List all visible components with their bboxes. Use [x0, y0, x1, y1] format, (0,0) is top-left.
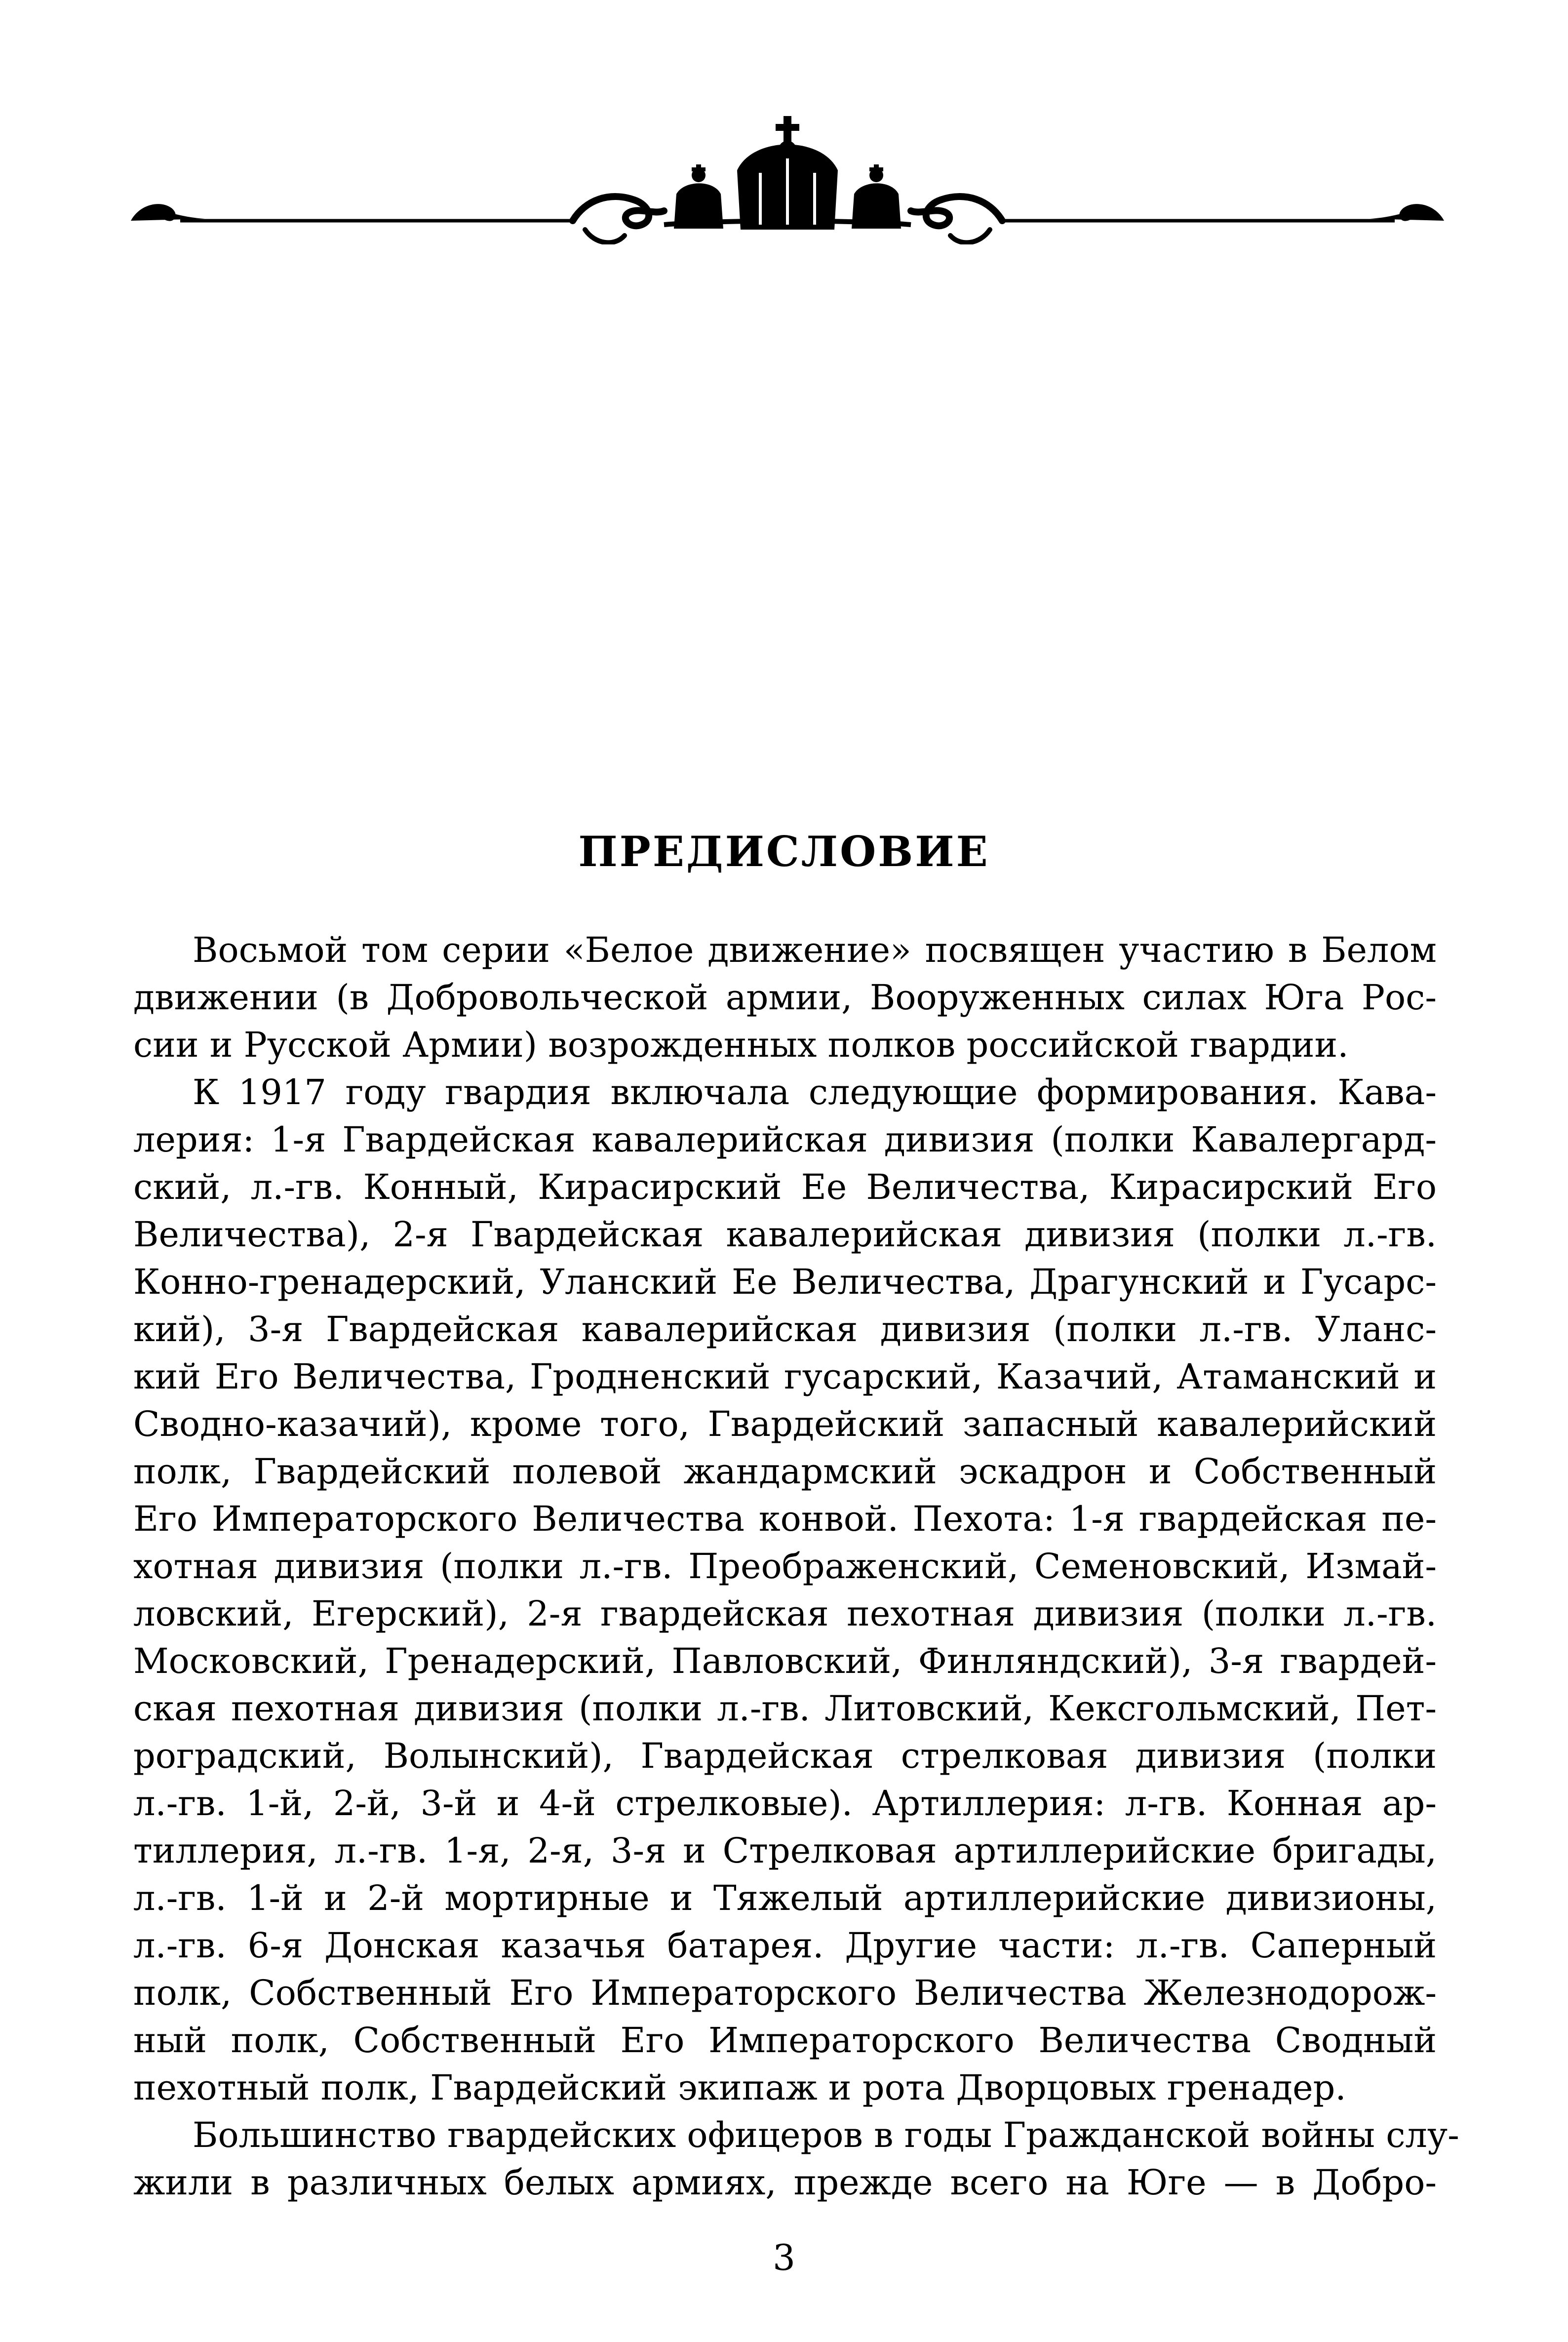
text-line: Восьмой том серии «Белое движение» посвящен участию в Белом — [193, 930, 1437, 970]
text-line: ловский, Егерский), 2-я гвардейская пехотная дивизия (полки л.-гв. — [133, 1593, 1437, 1634]
ornament-header — [126, 106, 1449, 244]
text-line: Величества), 2-я Гвардейская кавалерийская дивизия (полки л.-гв. — [133, 1214, 1437, 1255]
paragraph — [133, 2111, 1459, 2206]
text-line: л.-гв. 6-я Донская казачья батарея. Другие части: л.-гв. Саперный — [133, 1925, 1437, 1966]
text-line: Большинство гвардейских офицеров в годы Гражданской войны слу- — [193, 2115, 1459, 2155]
ribbon-right — [911, 197, 1002, 226]
text-line: Московский, Гренадерский, Павловский, Финляндский), 3-я гвардей- — [133, 1641, 1437, 1681]
page-title: ПРЕДИСЛОВИЕ — [578, 827, 990, 876]
text-line: сии и Русской Армии) возрожденных полков российской гвардии. — [133, 1025, 1349, 1065]
text-line: кий Его Величества, Гродненский гусарский, Казачий, Атаманский и — [133, 1356, 1437, 1397]
body-text — [133, 926, 1459, 2206]
text-line: хотная дивизия (полки л.-гв. Преображенский, Семеновский, Измай- — [133, 1546, 1437, 1587]
ribbon-left — [573, 197, 664, 226]
paragraph — [133, 1069, 1437, 2111]
page-number: 3 — [773, 2237, 795, 2278]
left-curl-ornament — [131, 204, 205, 221]
text-line: л.-гв. 1-й и 2-й мортирные и Тяжелый артиллерийские дивизионы, — [133, 1878, 1437, 1918]
text-line: полк, Гвардейский полевой жандармский эскадрон и Собственный — [133, 1451, 1437, 1492]
crown-left-icon — [674, 164, 723, 229]
right-curl-ornament — [1370, 204, 1444, 221]
text-line: ный полк, Собственный Его Императорского Величества Сводный — [133, 2020, 1437, 2061]
text-line: лерия: 1-я Гвардейская кавалерийская дивизия (полки Кавалергард- — [133, 1119, 1437, 1160]
text-line: Сводно-казачий), кроме того, Гвардейский запасный кавалерийский — [133, 1404, 1437, 1444]
text-line: роградский, Волынский), Гвардейская стрелковая дивизия (полки — [133, 1736, 1437, 1776]
text-line: ская пехотная дивизия (полки л.-гв. Литовский, Кексгольмский, Пет- — [133, 1688, 1437, 1729]
crown-right-icon — [852, 164, 901, 229]
text-line: тиллерия, л.-гв. 1-я, 2-я, 3-я и Стрелковая артиллерийские бригады, — [133, 1830, 1437, 1871]
text-line: полк, Собственный Его Императорского Величества Железнодорож- — [133, 1973, 1437, 2013]
text-line: движении (в Добровольческой армии, Вооруженных силах Юга Рос- — [133, 977, 1437, 1018]
text-line: л.-гв. 1-й, 2-й, 3-й и 4-й стрелковые). Артиллерия: л-гв. Конная ар- — [133, 1783, 1437, 1824]
paragraph — [133, 926, 1437, 1069]
text-line: ский, л.-гв. Конный, Кирасирский Ее Величества, Кирасирский Его — [133, 1167, 1437, 1207]
text-line: Его Императорского Величества конвой. Пехота: 1-я гвардейская пе- — [133, 1499, 1437, 1539]
text-line: жили в различных белых армиях, прежде всего на Юге — в Добро- — [133, 2162, 1437, 2203]
text-line: Конно-гренадерский, Уланский Ее Величества, Драгунский и Гусарс- — [133, 1262, 1437, 1302]
text-line: пехотный полк, Гвардейский экипаж и рота Дворцовых гренадер. — [133, 2067, 1346, 2108]
text-line: кий), 3-я Гвардейская кавалерийская дивизия (полки л.-гв. Уланс- — [133, 1309, 1437, 1350]
text-line: К 1917 году гвардия включала следующие формирования. Кава- — [193, 1072, 1437, 1112]
crown-center-icon — [737, 116, 838, 230]
